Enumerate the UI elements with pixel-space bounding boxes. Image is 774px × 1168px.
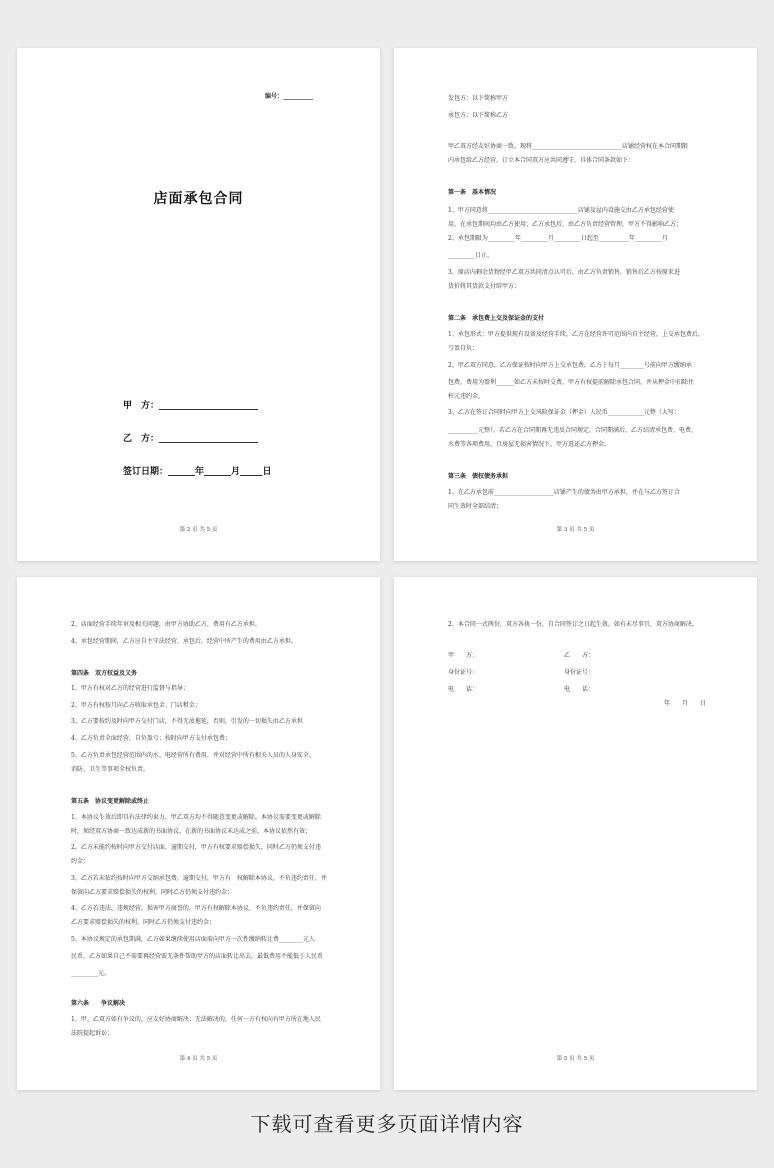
clause-line: 消防、卫生等事项全权负责。 [71,766,150,773]
clause-line: 用，在承包期间均由乙方使用；乙方承包后，由乙方负责经营管理，甲方不得影响乙方； [448,221,683,228]
section-heading: 第三条 债权债务承担 [448,473,509,480]
clause-line: 1、甲、乙双方如有争议的，应友好协商解决；无法解决的，任何一方有权向有甲方所在地人民 [71,1016,321,1023]
clause-line: 1、甲方有权对乙方的经营进行监督与指导； [71,685,189,692]
clause-line: 发包方：以下简称甲方 [448,95,509,102]
clause-line: 3、原店内剩余货物经甲乙双方共同清点认可后，由乙方负责销售，销售后乙方按原来进 [448,269,680,276]
clause-line: 3、乙方若未依约按时向甲方交纳承包费，逾期交付，甲方有 权解除本协议，不负违约责任，并 [71,875,327,882]
clause-line: 民币，乙方如果自己不需要再经营需无条件帮助甲方的店面转让出去，最低费用不能低于人民币 [71,953,324,960]
section-heading: 第二条 承包费上交及保证金的支付 [448,315,545,322]
sign-id-a: 身份证号： [448,669,479,676]
clause-line: 甲乙双方经友好协商一致，现将______________________________店铺经营权在本合同期限 [448,143,689,150]
clause-line: 5、乙方负责承包经营范围内的水、电经营所有费用，并对经营中所有相关人员的人身安全、 [71,752,315,759]
clause-line: 货价将其货款支付给甲方； [448,283,521,290]
page-footer: 第 3 页 共 5 页 [556,527,595,533]
clause-line: 承包方：以下简称乙方 [448,112,509,119]
clause-line: 时，须经双方协商一致达成新的书面协议，在新的书面协议未达成之前，本协议依然有效； [71,828,312,835]
sign-phone-a: 电 话： [448,686,479,693]
sign-date: 年 月 日 [664,700,707,707]
clause-line: 约金； [71,858,90,865]
clause-line: 5、本协议规定的承包期满，乙方如果继续使用店面需向甲方一次性缴纳转让费________元人 [71,936,315,943]
clause-line: 3、乙方要按约及时向甲方交付门店，不得无故拖延，否则，引发的一切损失由乙方承担 [71,718,303,725]
clause-line: 包费，费用为盈利______如乙方未按时交费，甲方有权提前解除承包合同，并从押金中扣除住 [448,379,695,386]
clause-line: 2、甲方有权按月向乙方收取承包金、门店租金； [71,702,201,709]
clause-line: 同生效时全部结清； [448,503,503,510]
sign-phone-b: 电 话： [564,686,595,693]
section-heading: 第五条 协议变更解除或终止 [71,798,150,805]
contract-page-signature [394,577,757,1090]
section-heading: 第六条 争议解决 [71,1000,126,1007]
sign-party-b: 乙 方： [564,652,595,659]
clause-line: 保留向乙方要求赔偿损失的权利，同时乙方仍须支付违约金； [71,889,234,896]
page-footer: 第 4 页 共 5 页 [179,1056,218,1062]
clause-line: __________元整），若乙方在合同期再无违反合同规定，合同期满后，乙方结清承包费、电费、 [448,427,698,434]
sign-id-b: 身份证号： [564,669,595,676]
clause-line: _________日止。 [448,252,494,259]
clause-line: 乙方要求赔偿损失的权利，同时乙方仍须支付违约金； [71,919,216,926]
clause-line: 4、乙方负责全面经营，自负盈亏；按时向甲方支付承包费； [71,735,231,742]
contract-page-terms-1 [394,48,757,561]
clause-line: 2、承包期限为_________年_________月_________日起至__________年_________月 [448,235,668,242]
clause-line: _________元。 [71,970,111,977]
clause-line: 1、甲方同意将______________________________店铺及屋内设施交由乙方承包经营使 [448,207,674,214]
clause-line: 内承包给乙方经营，订立本合同双方应共同遵守，具体合同条款如下： [448,157,635,164]
contract-title: 店面承包合同 [153,191,244,207]
clause-line: 杆元违约金。 [448,393,485,400]
contract-page-cover [17,48,380,561]
party-b-line: 乙 方：______________________ [123,434,259,444]
page-footer: 第 5 页 共 5 页 [556,1056,595,1062]
clause-line: 法院提起诉讼； [71,1030,114,1037]
contract-number-label: 编号：__________ [265,93,314,100]
closing-clause: 2、本合同一式两份，双方各执一份，自合同签订之日起生效。如有未尽事宜，双方协商解决。 [448,621,698,628]
clause-line: 1、在乙方承包前____________________店铺产生的债务由甲方承担，并在与乙方签订合 [448,489,680,496]
download-caption: 下载可查看更多页面详情内容 [250,1112,524,1136]
section-heading: 第一条 基本情况 [448,189,497,196]
party-a-line: 甲 方：______________________ [123,401,259,411]
section-heading: 第四条 双方权益及义务 [71,670,138,677]
sign-party-a: 甲 方： [448,652,479,659]
clause-line: 2、店面经营手续年审及相关问题，由甲方协助乙方，费用有乙方承担。 [71,621,261,628]
clause-line: 3、乙方在签订合同时向甲方上交风险保证金（押金）人民币____________元整（大写： [448,409,680,416]
clause-line: 1、承包形式：甲方提供现有设备及经营手续，乙方在经营许可范围内自主经营，上交承包费后， [448,331,704,338]
sign-date-line: 签订日期：______年______月_____日 [123,467,272,477]
clause-line: 水费等各项费用，且房屋无损害情况下，甲方返还乙方押金。 [448,441,611,448]
page-footer: 第 2 页 共 5 页 [179,527,218,533]
clause-line: 2、甲乙双方同意，乙方保证按时向甲方上交承包费，乙方于每月________号前向甲方缴纳承 [448,362,692,369]
contract-page-terms-2 [17,577,380,1090]
clause-line: 2、乙方未能约按时向甲方交付店面，逾期交付，甲方有权要求赔偿损失，同时乙方仍须支付违 [71,844,321,851]
clause-line: 亏盈自负； [448,345,479,352]
clause-line: 4、承包经营期间，乙方应自主守法经营，承包后，经营中所产生的费用由乙方承担。 [71,638,297,645]
clause-line: 4、乙方若违法、违规经营，损害甲方商誉的，甲方有权解除本协议，不负违约责任，并保留向 [71,905,321,912]
clause-line: 1、本协议生效后即具有法律约束力，甲乙双方均不得随意变更或解除。本协议需要变更或解除 [71,814,321,821]
